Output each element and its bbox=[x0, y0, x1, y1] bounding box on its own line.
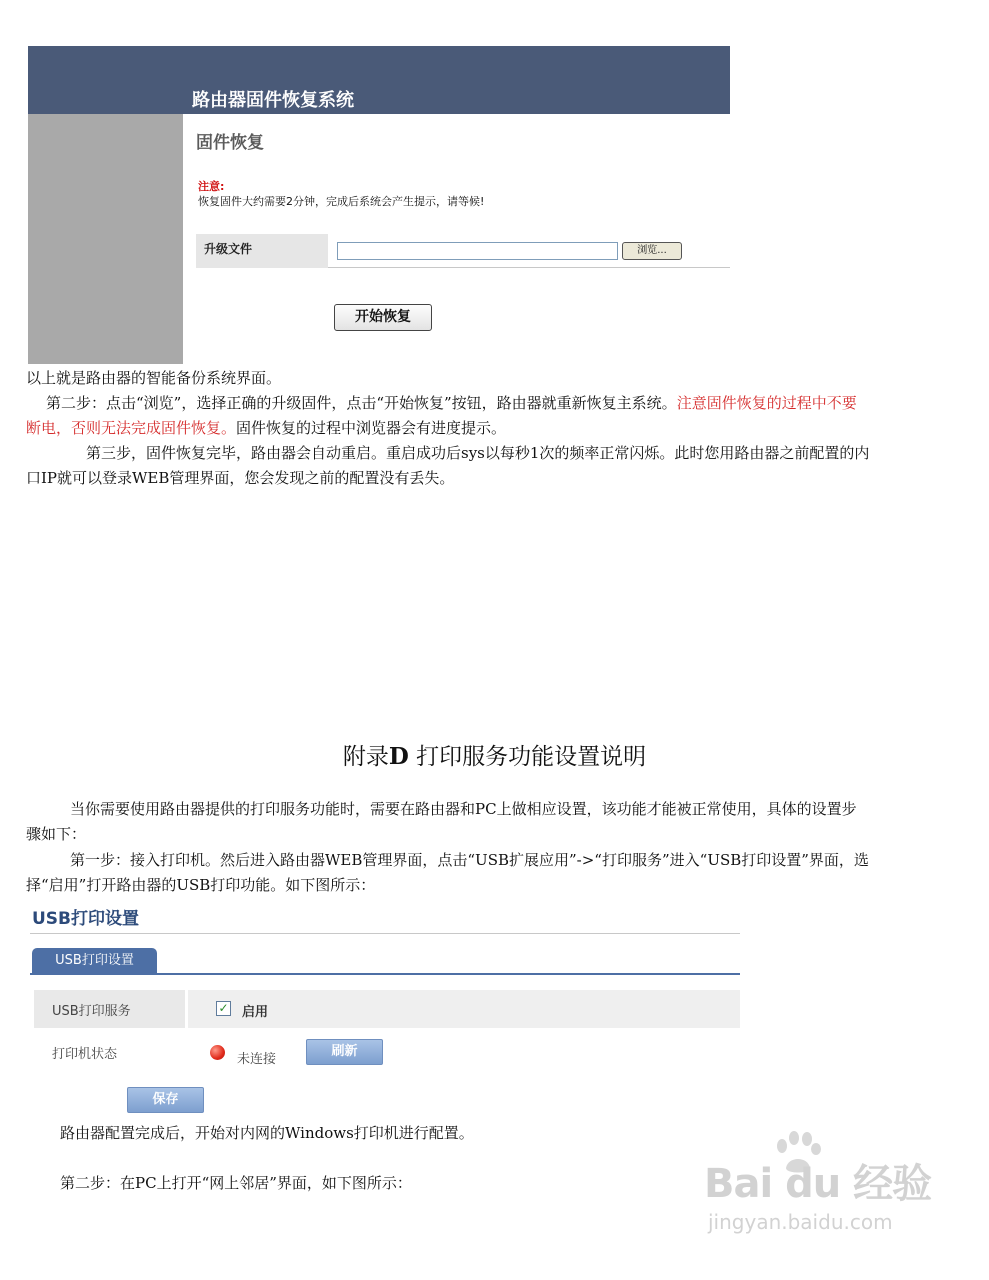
paragraph-step1-cont: 择“启用”打开路由器的USB打印功能。如下图所示： bbox=[26, 876, 376, 894]
paragraph-step1: 第一步：接入打印机。然后进入路由器WEB管理界面，点击“USB扩展应用”->“打印服务”进入“USB打印设置”界面，选 bbox=[70, 851, 869, 869]
upgrade-file-input[interactable] bbox=[337, 242, 618, 260]
printer-status-value: 未连接 bbox=[237, 1052, 277, 1067]
paragraph-step2 bbox=[46, 391, 857, 416]
step2-warning-a: 注意固件恢复的过程中不要 bbox=[676, 394, 857, 412]
usb-service-row bbox=[34, 990, 740, 1028]
paragraph-step3-cont: 口IP就可以登录WEB管理界面，您会发现之前的配置没有丢失。 bbox=[26, 469, 455, 487]
enable-checkbox[interactable]: ✓ bbox=[216, 1001, 231, 1016]
printer-status-label: 打印机状态 bbox=[52, 1047, 118, 1062]
paragraph-step3: 第三步，固件恢复完毕，路由器会自动重启。重启成功后sys以每秒1次的频率正常闪烁。此时您用路由器之前配置的内 bbox=[86, 444, 870, 462]
tab-usb-print-settings[interactable]: USB打印设置 bbox=[32, 948, 157, 974]
step2-text-b: 固件恢复的过程中浏览器会有进度提示。 bbox=[236, 419, 507, 437]
enable-label: 启用 bbox=[242, 1005, 269, 1020]
upgrade-file-row bbox=[196, 234, 730, 268]
paragraph-windows-config: 路由器配置完成后，开始对内网的Windows打印机进行配置。 bbox=[60, 1124, 474, 1142]
recovery-sidebar bbox=[28, 114, 183, 364]
step2-warning-b: 断电，否则无法完成固件恢复。 bbox=[26, 419, 237, 437]
paragraph-step2-pc: 第二步：在PC上打开“网上邻居”界面，如下图所示： bbox=[60, 1174, 412, 1192]
step2-text-a: 第二步：点击“浏览”，选择正确的升级固件，点击“开始恢复”按钮，路由器就重新恢复主系统。 bbox=[46, 394, 677, 412]
paragraph-print-intro-cont: 骤如下： bbox=[26, 825, 87, 843]
refresh-button[interactable]: 刷新 bbox=[306, 1039, 383, 1065]
browse-button[interactable]: 浏览... bbox=[622, 242, 682, 260]
appendix-title bbox=[0, 738, 989, 771]
baidu-watermark bbox=[700, 1130, 940, 1240]
recovery-section-title: 固件恢复 bbox=[196, 133, 264, 153]
tab-underline bbox=[30, 973, 740, 975]
paragraph-step2-cont bbox=[26, 416, 506, 441]
firmware-recovery-screenshot bbox=[28, 46, 730, 364]
recovery-note-text: 恢复固件大约需要2分钟，完成后系统会产生提示，请等候! bbox=[198, 195, 485, 208]
recovery-header bbox=[28, 46, 730, 114]
appendix-title-prefix: 附录 bbox=[342, 744, 389, 770]
start-recovery-button[interactable]: 开始恢复 bbox=[334, 304, 432, 331]
usb-service-label: USB打印服务 bbox=[34, 990, 188, 1028]
save-button[interactable]: 保存 bbox=[127, 1087, 204, 1113]
appendix-title-text: 打印服务功能设置说明 bbox=[408, 744, 647, 770]
status-indicator-icon bbox=[210, 1045, 225, 1060]
usb-settings-title: USB打印设置 bbox=[32, 909, 140, 929]
recovery-header-title: 路由器固件恢复系统 bbox=[192, 90, 354, 111]
paragraph-intro: 以上就是路由器的智能备份系统界面。 bbox=[26, 369, 282, 387]
appendix-title-letter: D bbox=[388, 743, 409, 770]
watermark-url: jingyan.baidu.com bbox=[708, 1210, 893, 1234]
usb-print-settings-screenshot bbox=[30, 900, 742, 1120]
usb-title-divider bbox=[30, 933, 740, 934]
paragraph-print-intro: 当你需要使用路由器提供的打印服务功能时，需要在路由器和PC上做相应设置，该功能才能被正常使用，具体的设置步 bbox=[70, 800, 857, 818]
watermark-brand: Bai du 经验 bbox=[704, 1161, 932, 1207]
upgrade-file-label: 升级文件 bbox=[196, 234, 328, 268]
recovery-note-label: 注意: bbox=[198, 180, 225, 193]
